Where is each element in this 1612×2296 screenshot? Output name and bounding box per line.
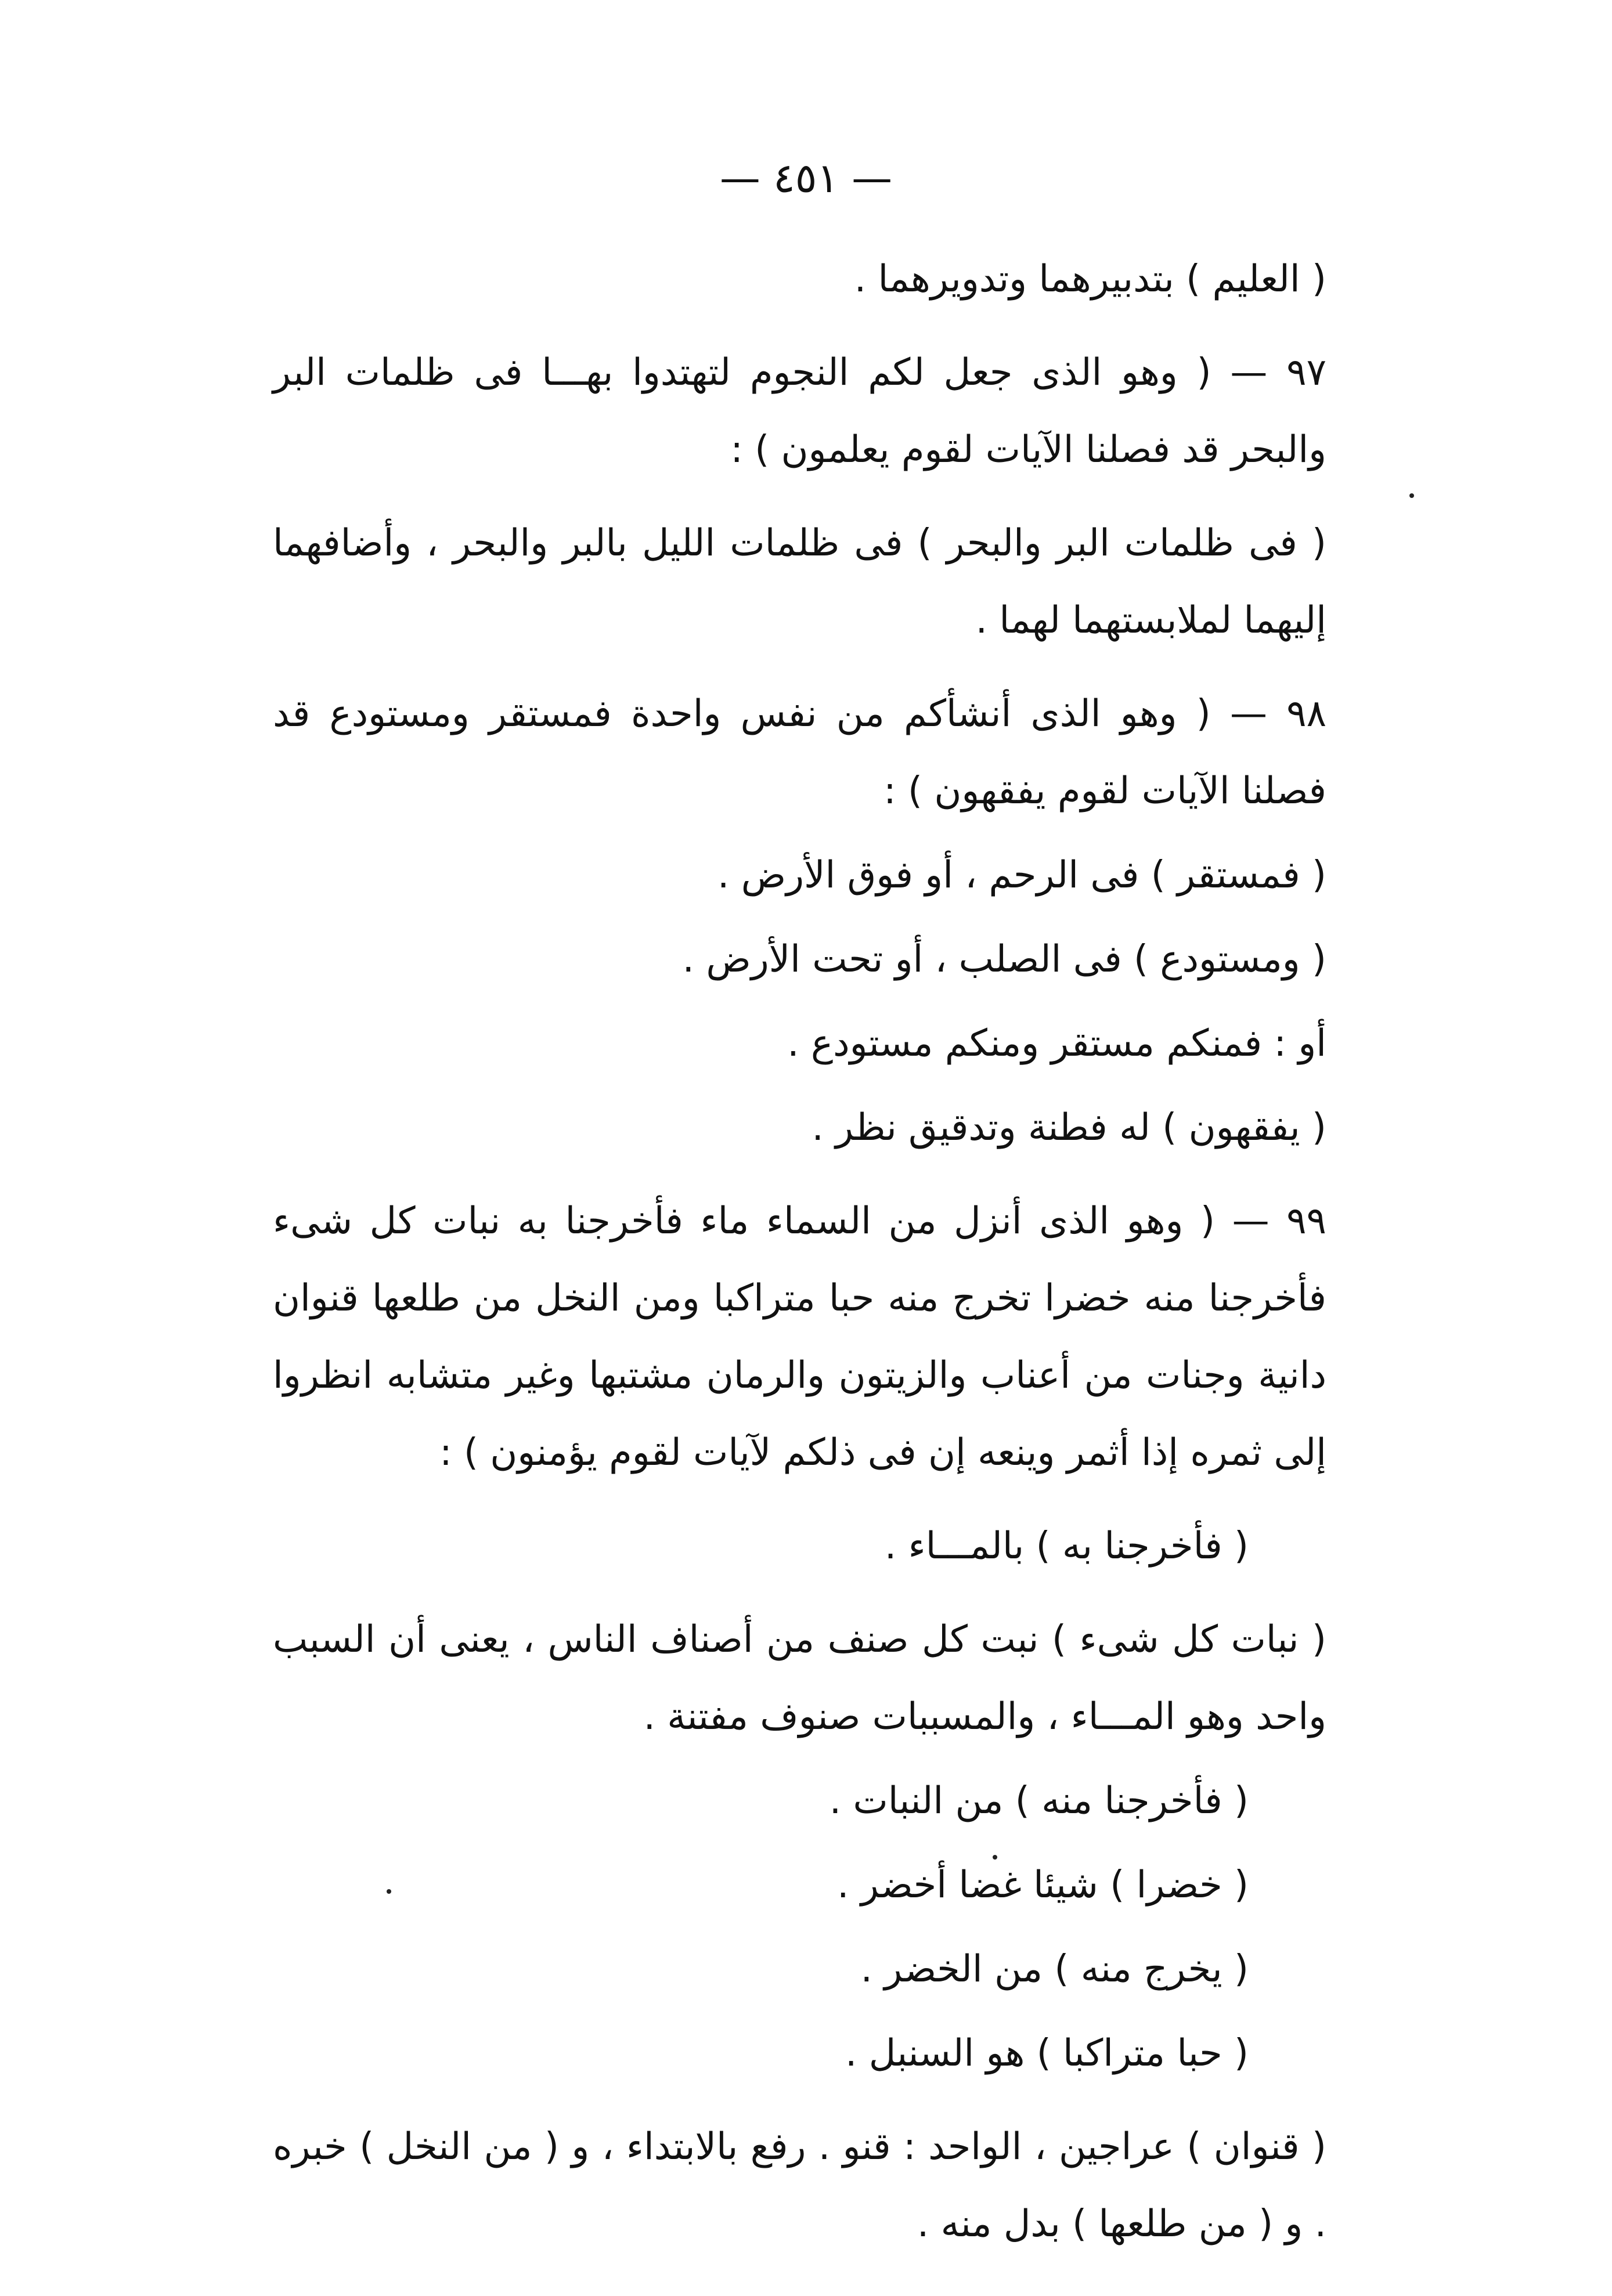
commentary-line: ( يخرج منه ) من الخضر . bbox=[860, 1948, 1249, 1991]
paragraph-line: ( العليم ) بتدبيرهما وتدويرهما . bbox=[854, 258, 1326, 301]
scan-speck bbox=[387, 1889, 391, 1894]
commentary-paragraph: ( قنوان ) عراجين ، الواحد : قنو . رفع بالابتداء ، و ( من النخل ) خبره . و ( من طلعها ) بدل منه . bbox=[273, 2125, 1326, 2246]
commentary-line: ( فمستقر ) فى الرحم ، أو فوق الأرض . bbox=[717, 854, 1326, 897]
scan-speck bbox=[1409, 493, 1414, 498]
verse-99: ٩٩ — ( وهو الذى أنزل من السماء ماء فأخرجنا به نبات كل شىء فأخرجنا منه خضرا تخرج منه حبا متراكبا ومن النخل من طلعها قنوان دانية وجنات من أعناب والزيتون والرمان مشتبها وغير متشابه انظروا إلى ثمره إذا أثمر وينعه إن فى ذلكم لآيات لقوم يؤمنون ) : bbox=[273, 1200, 1326, 1474]
commentary-line: ( فأخرجنا به ) بالمـــاء . bbox=[884, 1525, 1249, 1568]
commentary-paragraph: ( نبات كل شىء ) نبت كل صنف من أصناف الناس ، يعنى أن السبب واحد وهو المـــاء ، والمسببات صنوف مفتنة . bbox=[273, 1618, 1326, 1738]
verse-98: ٩٨ — ( وهو الذى أنشأكم من نفس واحدة فمستقر ومستودع قد فصلنا الآيات لقوم يفقهون ) : bbox=[273, 692, 1326, 813]
verse-97: ٩٧ — ( وهو الذى جعل لكم النجوم لتهتدوا بهـــا فى ظلمات البر والبحر قد فصلنا الآيات لقوم يعلمون ) : bbox=[273, 351, 1326, 471]
commentary-line: ( ومستودع ) فى الصلب ، أو تحت الأرض . bbox=[682, 938, 1326, 981]
commentary-line: ( خضرا ) شيئا غضا أخضر . bbox=[837, 1864, 1249, 1907]
scan-speck bbox=[993, 1855, 997, 1860]
page-number: — ٤٥١ — bbox=[719, 154, 893, 202]
commentary-line: ( فأخرجنا منه ) من النبات . bbox=[829, 1779, 1249, 1822]
commentary-line: ( يفقهون ) له فطنة وتدقيق نظر . bbox=[812, 1106, 1326, 1149]
commentary-line: ( حبا متراكبا ) هو السنبل . bbox=[845, 2032, 1249, 2075]
page-body bbox=[273, 241, 1362, 2263]
commentary-line: أو : فمنكم مستقر ومنكم مستودع . bbox=[787, 1022, 1326, 1065]
commentary-paragraph: ( فى ظلمات البر والبحر ) فى ظلمات الليل بالبر والبحر ، وأضافهما إليهما لملابستهما لهما . bbox=[273, 522, 1326, 642]
